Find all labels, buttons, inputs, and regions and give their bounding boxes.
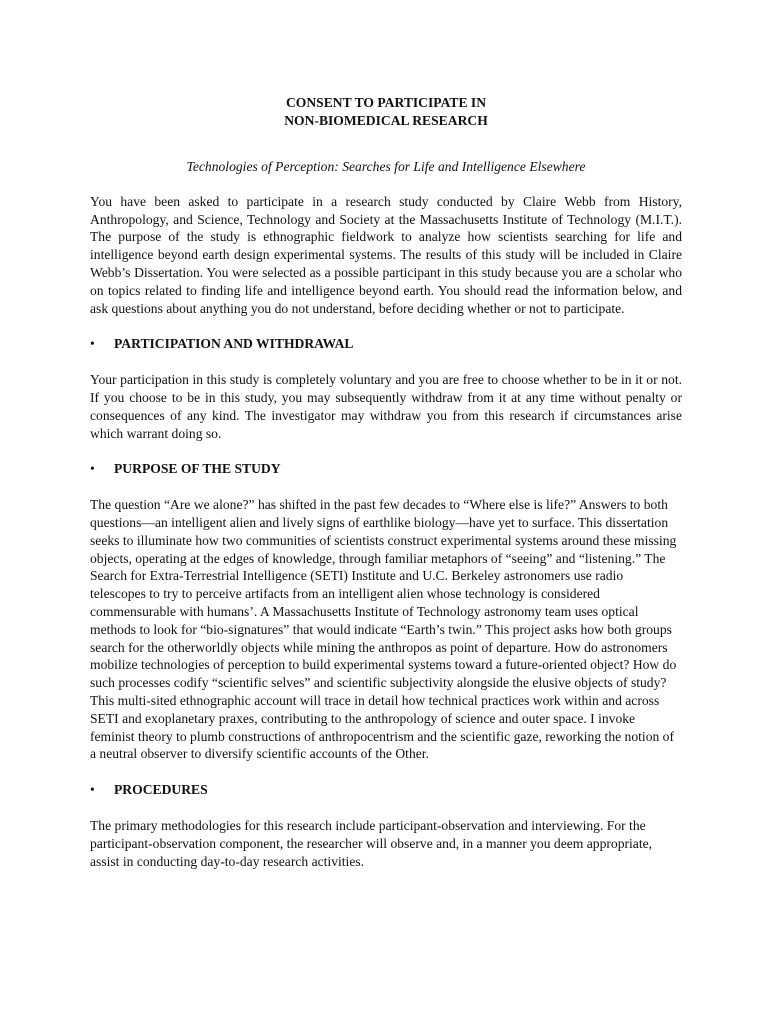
section-heading-text: PURPOSE OF THE STUDY xyxy=(114,461,281,477)
bullet-icon: • xyxy=(90,336,95,352)
procedures-paragraph: The primary methodologies for this research include participant-observation and interviewing. For the participant-observation component, the researcher will observe and, in a manner you deem appropriate, assist in conducting day-to-day research activities. xyxy=(90,817,653,869)
section-heading-participation xyxy=(90,335,682,353)
participation-paragraph: Your participation in this study is completely voluntary and you are free to choose whether to be in it or not. If you choose to be in this study, you may subsequently withdraw from it at any time without penalty or consequences of any kind. The investigator may withdraw you from this research if circumstances arise which warrant doing so. xyxy=(90,372,682,441)
study-title: Technologies of Perception: Searches for Life and Intelligence Elsewhere xyxy=(186,159,586,174)
section-heading-text: PROCEDURES xyxy=(114,782,208,798)
intro-paragraph: You have been asked to participate in a research study conducted by Claire Webb from History, Anthropology, and Science, Technology and Society at the Massachusetts Institute of Technology (M.I.T.). The purpose of the study is ethnographic fieldwork to analyze how scientists searching for life and intelligence beyond earth design experimental systems. The results of this study will be included in Claire Webb’s Dissertation. You were selected as a possible participant in this study because you are a scholar who on topics related to finding life and intelligence beyond earth. You should read the information below, and ask questions about anything you do not understand, before deciding whether or not to participate. xyxy=(90,193,682,316)
section-heading-procedures xyxy=(90,781,682,799)
consent-document xyxy=(90,94,682,870)
bullet-icon: • xyxy=(90,782,95,798)
document-title-line-1: CONSENT TO PARTICIPATE IN xyxy=(285,95,487,110)
bullet-icon: • xyxy=(90,461,95,477)
purpose-paragraph: The question “Are we alone?” has shifted in the past few decades to “Where else is life?” Answers to both questions—an intelligent alien and lively signs of earthlike biology—have yet to surface. This dissertation seeks to illuminate how two communities of scientists construct experimental systems around these missing objects, operating at the edges of knowledge, through familiar metaphors of “seeing” and “listening.” The Search for Extra-Terrestrial Intelligence (SETI) Institute and U.C. Berkeley astronomers use radio telescopes to try to perceive artifacts from an intelligent alien whose technology is considered commensurable with humans’. A Massachusetts Institute of Technology astronomy team uses optical methods to look for “bio-signatures” that would indicate “Earth’s twin.” This project asks how both groups search for the otherworldly objects while mining the anthropos as point of departure. How do astronomers mobilize technologies of perception to build experimental systems toward a future-oriented object? How do such processes codify “scientific selves” and scientific subjectivity alongside the elusive objects of study? This multi-sited ethnographic account will trace in detail how technical practices work within and across SETI and exoplanetary praxes, contributing to the anthropology of science and outer space. I invoke feminist theory to plumb constructions of anthropocentrism and the scientific gaze, reworking the notion of a neutral observer to diversify scientific accounts of the Other. xyxy=(90,497,677,762)
section-heading-text: PARTICIPATION AND WITHDRAWAL xyxy=(114,336,354,352)
document-title-line-2: NON-BIOMEDICAL RESEARCH xyxy=(284,113,488,128)
section-heading-purpose xyxy=(90,460,682,478)
